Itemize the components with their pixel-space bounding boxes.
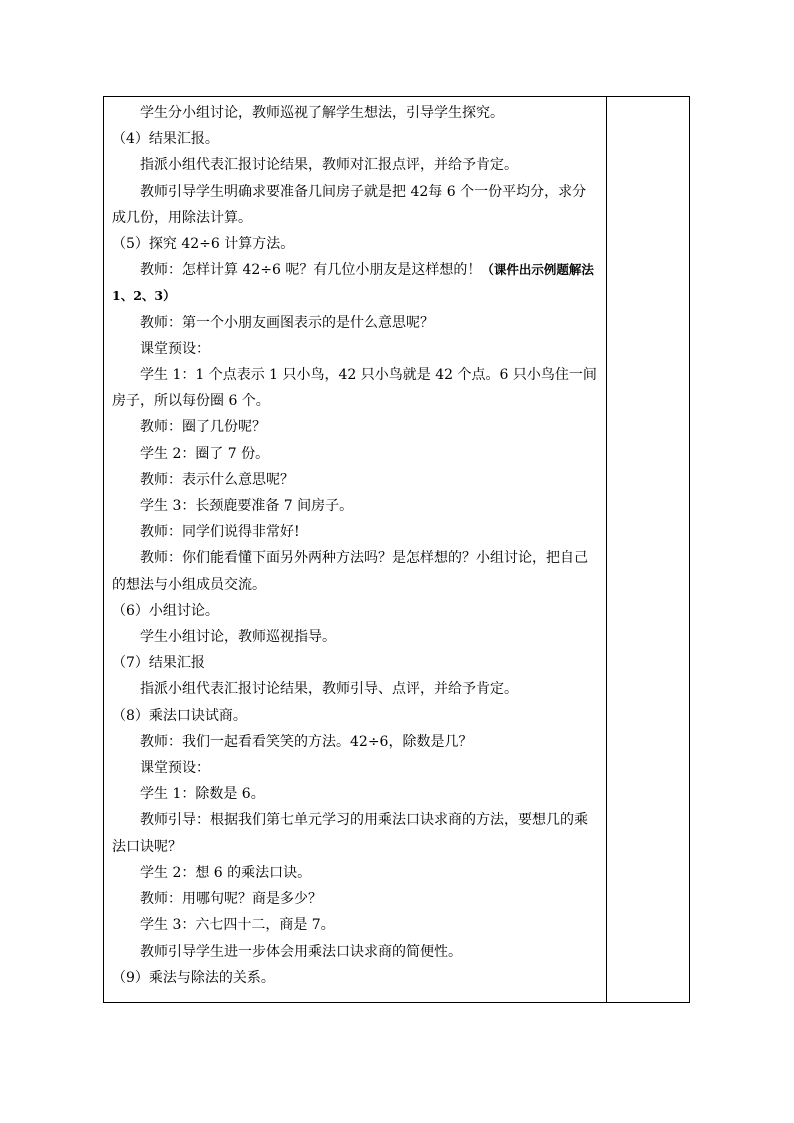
notes-cell [607, 97, 689, 1002]
paragraph-text: 教师：怎样计算 42÷6 呢？有几位小朋友是这样想的！ [140, 262, 482, 279]
paragraph-text: 学生小组讨论，教师巡视指导。 [140, 629, 336, 646]
paragraph-15 [112, 598, 600, 624]
paragraph-text: 学生 3：六七四十二，商是 7。 [140, 917, 335, 934]
paragraph-25 [112, 886, 600, 912]
paragraph-1 [112, 126, 600, 152]
paragraph-10 [112, 441, 600, 467]
paragraph-7 [112, 336, 600, 362]
paragraph-4 [112, 231, 600, 257]
paragraph-18 [112, 676, 600, 702]
paragraph-11 [112, 467, 600, 493]
paragraph-26 [112, 912, 600, 938]
paragraph-text: （6）小组讨论。 [112, 602, 219, 619]
paragraph-text: 教师：你们能看懂下面另外两种方法吗？是怎样想的？小组讨论，把自己的想法与小组成员交流。 [112, 550, 588, 593]
paragraph-21 [112, 755, 600, 781]
lesson-content-cell [104, 97, 607, 1002]
paragraph-16 [112, 624, 600, 650]
paragraph-text: （7）结果汇报 [112, 655, 205, 672]
paragraph-text: 学生 1：除数是 6。 [140, 786, 265, 803]
paragraph-text: 教师：第一个小朋友画图表示的是什么意思呢？ [140, 314, 434, 331]
paragraph-text: 课堂预设： [140, 340, 210, 357]
paragraph-text: 教师：同学们说得非常好! [140, 524, 300, 541]
paragraph-text: 教师引导学生明确求要准备几间房子就是把 42每 6 个一份平均分，求分成几份，用除法计算。 [112, 183, 587, 226]
paragraph-text: 课堂预设： [140, 760, 210, 777]
paragraph-text: （5）探究 42÷6 计算方法。 [112, 236, 295, 253]
paragraph-text: 教师：我们一起看看笑笑的方法。42÷6，除数是几？ [140, 733, 473, 750]
paragraph-14 [112, 545, 600, 597]
paragraph-text: 指派小组代表汇报讨论结果，教师对汇报点评，并给予肯定。 [140, 157, 518, 174]
paragraph-text: 教师引导：根据我们第七单元学习的用乘法口诀求商的方法，要想几的乘法口诀呢？ [112, 812, 588, 855]
paragraph-27 [112, 939, 600, 965]
paragraph-22 [112, 781, 600, 807]
paragraph-3 [112, 179, 600, 231]
paragraph-text: 教师：用哪句呢？商是多少？ [140, 891, 322, 908]
paragraph-text: 教师：圈了几份呢？ [140, 419, 266, 436]
paragraph-28 [112, 965, 600, 991]
paragraph-20 [112, 729, 600, 755]
paragraph-19 [112, 703, 600, 729]
paragraph-text: 学生 3：长颈鹿要准备 7 间房子。 [140, 498, 354, 515]
paragraph-17 [112, 650, 600, 676]
paragraph-text: 学生 2：圈了 7 份。 [140, 445, 270, 462]
paragraph-text: 教师：表示什么意思呢？ [140, 471, 294, 488]
lesson-table [103, 96, 690, 1003]
paragraph-24 [112, 860, 600, 886]
paragraph-text: 学生分小组讨论，教师巡视了解学生想法，引导学生探究。 [140, 105, 504, 121]
paragraph-2 [112, 152, 600, 178]
paragraph-text: （4）结果汇报。 [112, 131, 219, 148]
paragraph-text: 教师引导学生进一步体会用乘法口诀求商的简便性。 [140, 943, 462, 960]
paragraph-8 [112, 362, 600, 414]
paragraph-text: 学生 1：1 个点表示 1 只小鸟，42 只小鸟就是 42 个点。6 只小鸟住一间房子，所以每份圈 6 个。 [112, 367, 597, 410]
courseware-note: （课件出示例题解法 1、2、3） [112, 262, 594, 304]
paragraph-text: （8）乘法口诀试商。 [112, 707, 247, 724]
paragraph-9 [112, 414, 600, 440]
paragraph-23 [112, 807, 600, 859]
paragraph-12 [112, 493, 600, 519]
paragraph-13 [112, 519, 600, 545]
paragraph-text: （9）乘法与除法的关系。 [112, 969, 275, 986]
paragraph-0 [112, 100, 600, 126]
paragraph-text: 指派小组代表汇报讨论结果，教师引导、点评，并给予肯定。 [140, 681, 518, 698]
paragraph-text: 学生 2：想 6 的乘法口诀。 [140, 864, 312, 881]
paragraph-6 [112, 310, 600, 336]
paragraph-5 [112, 257, 600, 309]
